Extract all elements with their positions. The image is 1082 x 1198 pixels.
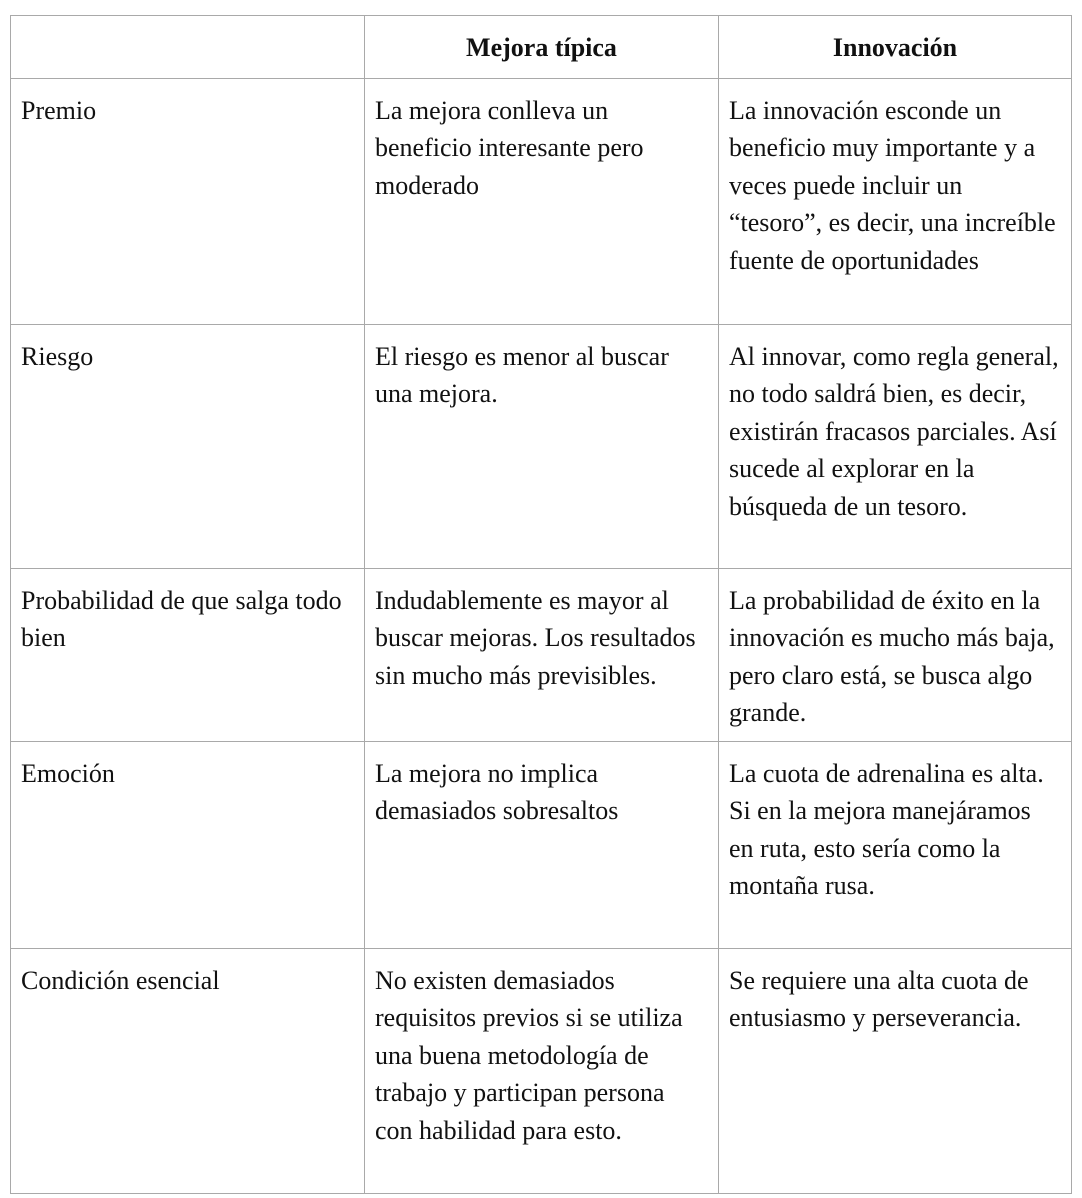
table-row-premio [11,78,1072,324]
innovacion-cell: La probabilidad de éxito en la innovación es mucho más baja, pero claro está, se busca algo grande. [719,568,1072,741]
row-label: Riesgo [11,324,365,568]
header-empty-cell [11,16,365,79]
row-label: Premio [11,78,365,324]
document-page [10,15,1072,1194]
table-row-riesgo [11,324,1072,568]
row-label: Emoción [11,741,365,948]
innovacion-cell: La innovación esconde un beneficio muy importante y a veces puede incluir un “tesoro”, es decir, una increíble fuente de oportunidades [719,78,1072,324]
mejora-cell: La mejora no implica demasiados sobresaltos [365,741,719,948]
table-row-emocion [11,741,1072,948]
header-innovacion: Innovación [719,16,1072,79]
table-row-condicion-esencial [11,948,1072,1193]
innovacion-cell: Se requiere una alta cuota de entusiasmo y perseverancia. [719,948,1072,1193]
innovacion-cell: Al innovar, como regla general, no todo saldrá bien, es decir, existirán fracasos parciales. Así sucede al explorar en la búsqueda de un tesoro. [719,324,1072,568]
innovacion-cell: La cuota de adrenalina es alta. Si en la mejora manejáramos en ruta, esto sería como la montaña rusa. [719,741,1072,948]
header-mejora-tipica: Mejora típica [365,16,719,79]
mejora-cell: Indudablemente es mayor al buscar mejoras. Los resultados sin mucho más previsibles. [365,568,719,741]
mejora-cell: El riesgo es menor al buscar una mejora. [365,324,719,568]
mejora-cell: No existen demasiados requisitos previos si se utiliza una buena metodología de trabajo y participan persona con habilidad para esto. [365,948,719,1193]
row-label: Probabilidad de que salga todo bien [11,568,365,741]
mejora-cell: La mejora conlleva un beneficio interesante pero moderado [365,78,719,324]
comparison-table [10,15,1072,1194]
row-label: Condición esencial [11,948,365,1193]
table-row-probabilidad [11,568,1072,741]
table-header-row [11,16,1072,79]
